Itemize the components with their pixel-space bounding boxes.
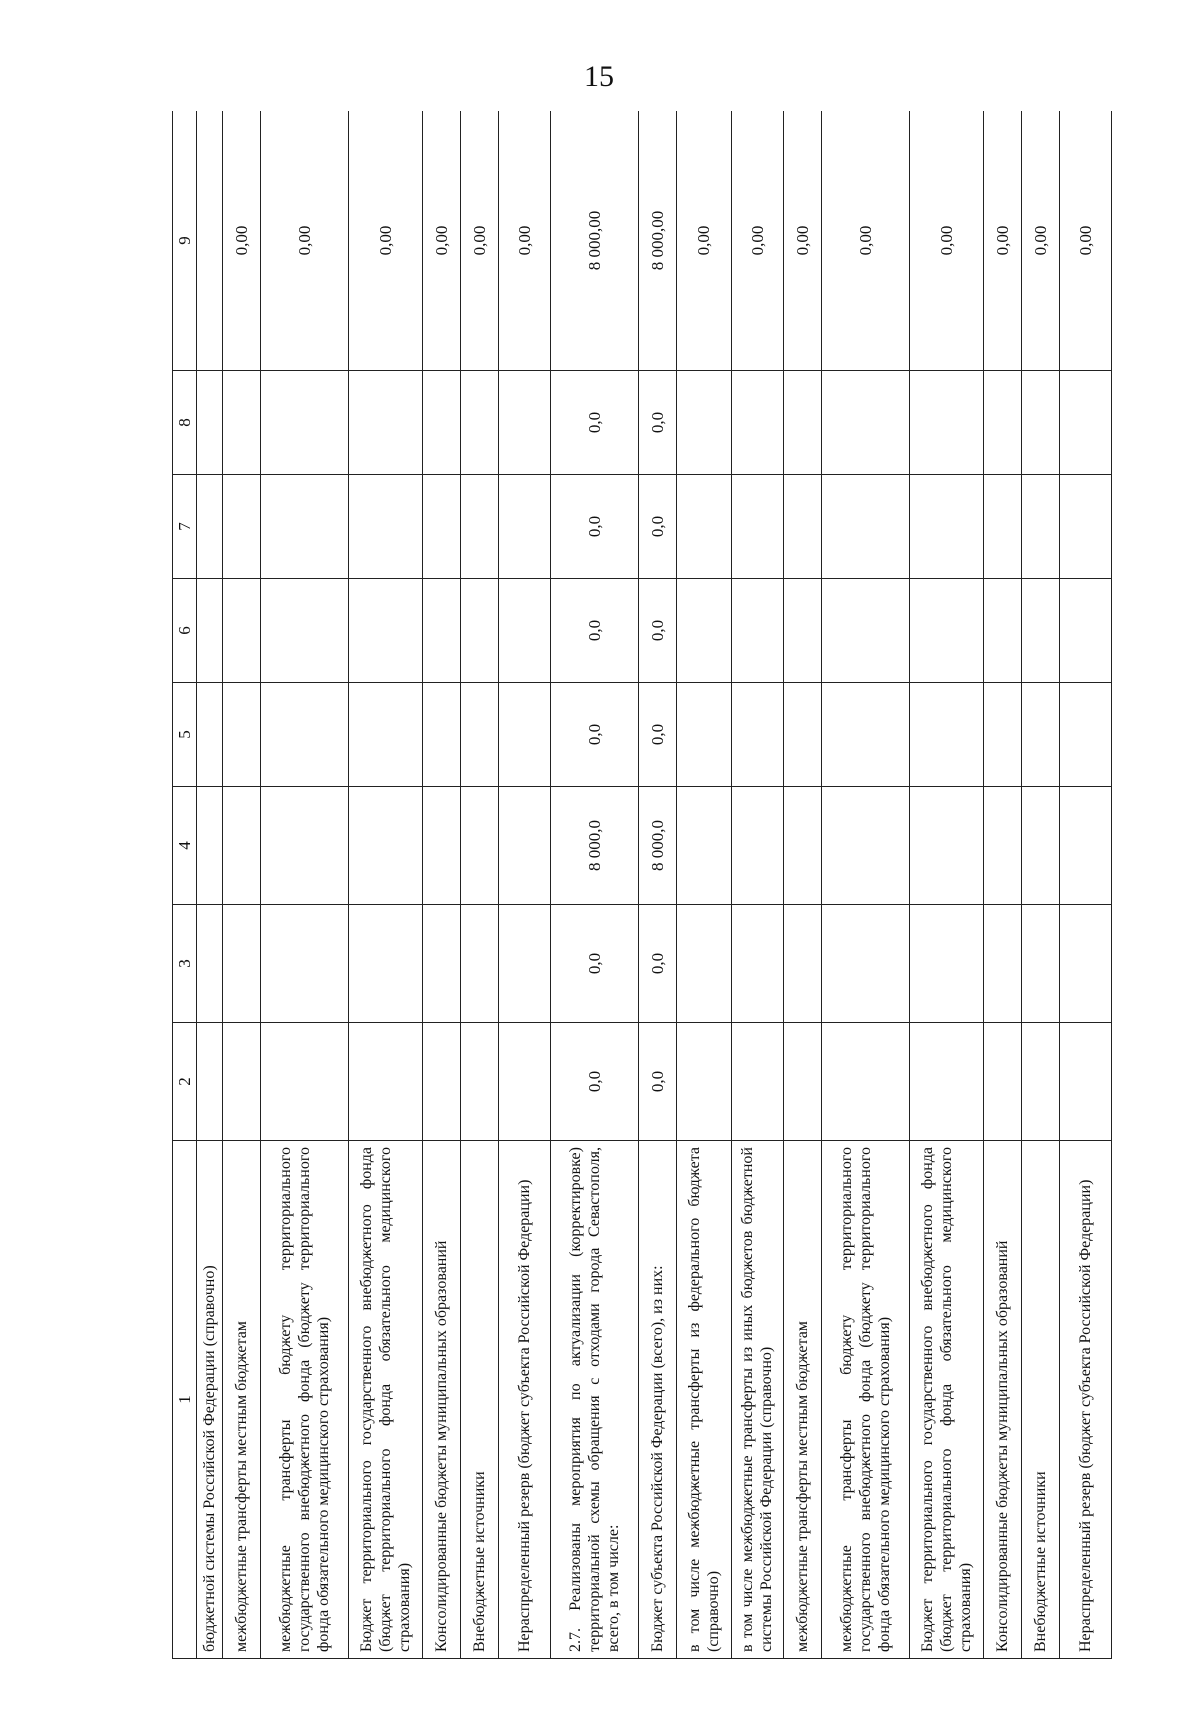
table-row [423,111,461,1659]
table-row [1021,111,1059,1659]
value-cell [821,787,909,905]
value-cell [1021,905,1059,1023]
value-cell: 8 000,0 [639,787,677,905]
value-cell [349,787,423,905]
value-cell [197,579,223,683]
value-cell [197,111,223,371]
value-cell [349,905,423,1023]
header-cell: 5 [173,683,197,787]
value-cell: 0,0 [551,371,639,475]
value-cell [423,371,461,475]
value-cell [1021,579,1059,683]
value-cell [909,905,983,1023]
budget-table [172,111,1112,1659]
header-cell: 2 [173,1023,197,1141]
value-cell: 0,00 [223,111,261,371]
value-cell [261,787,349,905]
value-cell [677,683,731,787]
header-cell: 4 [173,787,197,905]
value-cell [909,683,983,787]
table-row [499,111,551,1659]
value-cell [821,371,909,475]
value-cell [783,579,821,683]
value-cell [1021,787,1059,905]
value-cell [909,579,983,683]
value-cell [677,579,731,683]
table-viewport [172,111,1112,1659]
value-cell [461,787,499,905]
row-name-cell: бюджетной системы Российской Федерации (справочно) [197,1141,223,1659]
value-cell [983,905,1021,1023]
row-name-cell: межбюджетные трансферты бюджету территориального государственного внебюджетного фонда (бюджету территориального фонда обязательного медицинского страхования) [821,1141,909,1659]
value-cell [423,905,461,1023]
table-header-row [173,111,197,1659]
row-name-cell: межбюджетные трансферты бюджету территориального государственного внебюджетного фонда (бюджету территориального фонда обязательного медицинского страхования) [261,1141,349,1659]
value-cell [783,371,821,475]
value-cell [197,1023,223,1141]
row-name-cell: Консолидированные бюджеты муниципальных образований [423,1141,461,1659]
value-cell [499,579,551,683]
table-row [783,111,821,1659]
value-cell [461,475,499,579]
page-number: 15 [584,60,614,93]
value-cell [1059,1023,1111,1141]
value-cell [731,905,783,1023]
table-row [821,111,909,1659]
value-cell [197,475,223,579]
value-cell [821,579,909,683]
value-cell [909,371,983,475]
value-cell [461,1023,499,1141]
value-cell [1059,475,1111,579]
value-cell: 0,00 [1021,111,1059,371]
header-cell: 1 [173,1141,197,1659]
value-cell [423,787,461,905]
value-cell: 0,0 [551,905,639,1023]
value-cell [197,683,223,787]
value-cell [349,579,423,683]
value-cell [349,1023,423,1141]
value-cell [783,1023,821,1141]
value-cell [677,1023,731,1141]
value-cell [499,371,551,475]
value-cell [1059,787,1111,905]
row-name-cell: 2.7. Реализованы мероприятия по актуализации (корректировке) территориальной схемы обращения с отходами города Севастополя, всего, в том числе: [551,1141,639,1659]
value-cell [783,905,821,1023]
row-name-cell: Бюджет территориального государственного внебюджетного фонда (бюджет территориального фонда обязательного медицинского страхования) [349,1141,423,1659]
table-row [223,111,261,1659]
table-body [197,111,1112,1659]
value-cell [261,475,349,579]
table-row [1059,111,1111,1659]
table-row [349,111,423,1659]
value-cell: 0,0 [551,683,639,787]
header-cell: 8 [173,371,197,475]
value-cell [731,787,783,905]
value-cell: 0,0 [551,579,639,683]
value-cell [261,1023,349,1141]
row-name-cell: в том числе межбюджетные трансферты из иных бюджетов бюджетной системы Российской Федерации (справочно) [731,1141,783,1659]
value-cell [499,475,551,579]
value-cell: 0,00 [677,111,731,371]
value-cell [821,683,909,787]
row-name-cell: межбюджетные трансферты местным бюджетам [783,1141,821,1659]
value-cell [499,683,551,787]
value-cell: 0,0 [639,1023,677,1141]
value-cell: 0,00 [821,111,909,371]
value-cell: 0,00 [261,111,349,371]
table-row [731,111,783,1659]
value-cell [349,475,423,579]
value-cell [223,371,261,475]
value-cell: 0,00 [983,111,1021,371]
value-cell: 0,0 [639,579,677,683]
value-cell: 0,0 [551,475,639,579]
value-cell [983,1023,1021,1141]
value-cell: 0,0 [639,683,677,787]
value-cell [1059,371,1111,475]
value-cell [461,579,499,683]
table-row [677,111,731,1659]
value-cell: 0,0 [639,475,677,579]
value-cell [677,475,731,579]
table-row [983,111,1021,1659]
value-cell [783,787,821,905]
row-name-cell: Нераспределенный резерв (бюджет субъекта Российской Федерации) [499,1141,551,1659]
value-cell [423,1023,461,1141]
value-cell: 0,00 [499,111,551,371]
value-cell [731,579,783,683]
value-cell [909,1023,983,1141]
value-cell [677,371,731,475]
value-cell [349,683,423,787]
value-cell: 8 000,00 [551,111,639,371]
header-cell: 3 [173,905,197,1023]
value-cell [1021,1023,1059,1141]
value-cell [261,683,349,787]
value-cell [909,475,983,579]
value-cell [197,787,223,905]
value-cell [731,371,783,475]
row-name-cell: межбюджетные трансферты местным бюджетам [223,1141,261,1659]
value-cell [461,683,499,787]
value-cell [983,787,1021,905]
rotated-table-container [172,111,1112,1659]
value-cell [261,579,349,683]
header-cell: 7 [173,475,197,579]
value-cell [909,787,983,905]
value-cell [499,905,551,1023]
value-cell [223,683,261,787]
value-cell [983,475,1021,579]
row-name-cell: Консолидированные бюджеты муниципальных образований [983,1141,1021,1659]
value-cell [1059,683,1111,787]
value-cell: 8 000,0 [551,787,639,905]
value-cell [261,371,349,475]
value-cell [731,683,783,787]
value-cell [223,1023,261,1141]
value-cell: 0,00 [731,111,783,371]
value-cell [821,1023,909,1141]
value-cell [423,683,461,787]
row-name-cell: Внебюджетные источники [461,1141,499,1659]
value-cell [821,905,909,1023]
value-cell: 0,00 [461,111,499,371]
value-cell [731,475,783,579]
value-cell [461,371,499,475]
value-cell [677,787,731,905]
table-row [909,111,983,1659]
value-cell: 0,0 [639,905,677,1023]
value-cell [1059,579,1111,683]
value-cell [499,787,551,905]
value-cell [731,1023,783,1141]
value-cell [677,905,731,1023]
row-name-cell: Бюджет субъекта Российской Федерации (всего), из них: [639,1141,677,1659]
value-cell [783,683,821,787]
table-row [551,111,639,1659]
value-cell [983,683,1021,787]
value-cell: 0,00 [349,111,423,371]
value-cell [983,579,1021,683]
value-cell: 0,00 [423,111,461,371]
row-name-cell: Бюджет территориального государственного внебюджетного фонда (бюджет территориального фонда обязательного медицинского страхования) [909,1141,983,1659]
value-cell [223,579,261,683]
row-name-cell: в том числе межбюджетные трансферты из федерального бюджета (справочно) [677,1141,731,1659]
value-cell: 0,00 [1059,111,1111,371]
value-cell: 0,0 [639,371,677,475]
value-cell: 0,00 [909,111,983,371]
value-cell [983,371,1021,475]
value-cell [499,1023,551,1141]
value-cell [261,905,349,1023]
value-cell [783,475,821,579]
row-name-cell: Нераспределенный резерв (бюджет субъекта Российской Федерации) [1059,1141,1111,1659]
value-cell: 0,00 [783,111,821,371]
table-row [197,111,223,1659]
value-cell [223,905,261,1023]
value-cell: 0,0 [551,1023,639,1141]
value-cell [423,579,461,683]
value-cell [1059,905,1111,1023]
value-cell [1021,371,1059,475]
value-cell [223,787,261,905]
value-cell [349,371,423,475]
value-cell [461,905,499,1023]
value-cell [821,475,909,579]
value-cell [197,905,223,1023]
header-cell: 9 [173,111,197,371]
header-cell: 6 [173,579,197,683]
value-cell [223,475,261,579]
row-name-cell: Внебюджетные источники [1021,1141,1059,1659]
table-row [261,111,349,1659]
value-cell: 8 000,00 [639,111,677,371]
value-cell [423,475,461,579]
value-cell [197,371,223,475]
table-row [639,111,677,1659]
value-cell [1021,475,1059,579]
table-row [461,111,499,1659]
value-cell [1021,683,1059,787]
